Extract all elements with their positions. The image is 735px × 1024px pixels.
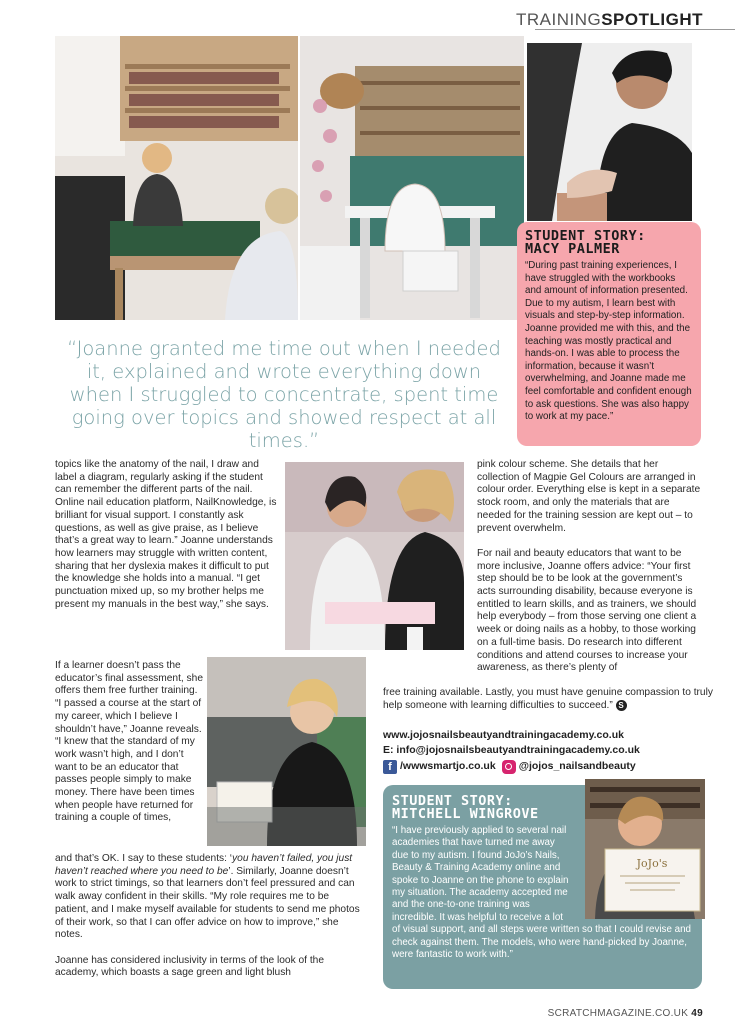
photo-training-session bbox=[55, 36, 298, 320]
certificate-logo-text: JoJo's bbox=[636, 857, 668, 870]
photo-joanne-portrait bbox=[207, 657, 366, 846]
footer-site: SCRATCHMAGAZINE.CO.UK bbox=[547, 1008, 689, 1019]
contact-info bbox=[383, 728, 640, 774]
student-story-macy-palmer bbox=[517, 222, 701, 446]
story-title-line1: STUDENT STORY: bbox=[525, 228, 646, 244]
left-paragraph-3: Joanne has considered inclusivity in terms of the look of the academy, which boasts a sage green and light blush bbox=[55, 954, 324, 979]
story-title-line1: STUDENT STORY: bbox=[392, 793, 513, 809]
header-rule bbox=[535, 29, 735, 30]
section-label-bold: SPOTLIGHT bbox=[601, 10, 703, 29]
story-body: “I have previously applied to several nail academies that have turned me away due to my autism. I found JoJo’s Nails, Beauty & Training Academy online and spoke to Joanne on the phone to explain my situation. The academy accepted me and the one-to-one training was incredible. It was helpful to receive a lot of visual support, and all steps were written so that I could revise and check against them. The models, who were hand-picked by Joanne, were fantastic to work with.” bbox=[392, 825, 691, 961]
right-paragraph-2: For nail and beauty educators that want to be more inclusive, Joanne offers advice: “Your first step should be to be look at the government’s acts surrounding disability, because everyone is entitled to learn skills, and as trainers, we should help everybody – from those serving one client a week or doing nails as a hobby, to those working on a full-time basis. Do research into different conditions and attend courses to increase your awareness, as there’s plenty of bbox=[477, 547, 697, 674]
left-paragraph-1: topics like the anatomy of the nail, I draw and label a diagram, regularly asking if the student can remember the different parts of the nail. Online nail education platform, NailKnowledge, is brilliant for visual support. I constantly ask questions, as well as give praise, as I believe that’s a great way to learn.” Joanne understands how learners may struggle with written content, sharing that her dyslexia makes it difficult to put the knowledge she holds into a manual. “I get punctuation mixed up, so my brother helps me present my manuals in the best way,” she says. bbox=[55, 459, 277, 610]
pull-quote: “Joanne granted me time out when I needed it, explained and wrote everything down when I struggled to concentrate, spent time going over topics and showed respect at all times.” bbox=[67, 337, 501, 452]
website-link[interactable]: www.jojosnailsbeautyandtrainingacademy.co.uk bbox=[383, 729, 624, 741]
instagram-link[interactable] bbox=[502, 759, 636, 774]
left-column-p2-narrow bbox=[55, 660, 205, 825]
story-title bbox=[525, 230, 694, 256]
left-paragraph-2a: If a learner doesn’t pass the educator’s final assessment, she offers them free further training. “I passed a course at the start of my career, which I believe I shouldn’t have,” Joanne reveals. “I knew that the standard of my work wasn’t high, and I don’t want to be an educator that passes people simply to make money. There have been times when people have returned for training a couple of times, bbox=[55, 660, 203, 824]
left-paragraph-2b bbox=[55, 853, 365, 942]
section-label-light: TRAINING bbox=[515, 10, 602, 29]
right-paragraph-1: pink colour scheme. She details that her collection of Magpie Gel Colours are arranged in colour order. Everything else is kept in a separate stock room, and only the materials that are needed for the training session are kept out – to prevent overwhelm. bbox=[477, 459, 701, 534]
instagram-handle: @jojos_nailsandbeauty bbox=[518, 760, 636, 772]
left-paragraph-2b-start: and that’s OK. I say to these students: ‘ bbox=[55, 853, 233, 864]
right-paragraph-2b bbox=[383, 687, 713, 713]
left-paragraph-2b-end: ’. Similarly, Joanne doesn’t work to strict timings, so that learners don’t feel pressured and can walk away confident in their skills. “My role requires me to be patient, and I make myself available for students to send me photos of their work, so that I can offer advice on how to improve,” she notes. bbox=[55, 865, 360, 941]
right-column-top bbox=[477, 459, 702, 675]
end-of-article-icon: S bbox=[616, 700, 627, 711]
story-title-line2: MACY PALMER bbox=[525, 241, 620, 257]
photo-mitchell-certificate bbox=[585, 779, 705, 919]
facebook-icon: f bbox=[383, 760, 397, 774]
facebook-handle: /wwwsmartjo.co.uk bbox=[400, 760, 496, 772]
right-paragraph-2b-text: free training available. Lastly, you must have genuine compassion to truly help someone with learning difficulties to succeed.” bbox=[383, 687, 713, 711]
story-body: “During past training experiences, I have struggled with the workbooks and amount of information presented. Due to my autism, I learn best with visuals and step-by-step information. Joanne provided me with this, and the teaching was mostly practical and hands-on. I was able to process the information, because it wasn’t overwhelming, and Joanne made me feel comfortable and confident enough to ask questions. She was also happy to work at my pace.” bbox=[525, 260, 692, 423]
left-column-p1 bbox=[55, 459, 281, 611]
facebook-link[interactable] bbox=[383, 759, 496, 774]
photo-practice-session bbox=[285, 462, 464, 650]
page-number: 49 bbox=[691, 1008, 703, 1019]
social-links bbox=[383, 759, 640, 774]
quote-italic: you haven’t failed, you just haven’t reached where you need to be bbox=[55, 853, 353, 877]
instagram-icon bbox=[502, 760, 516, 774]
student-story-mitchell-wingrove bbox=[383, 785, 702, 989]
photo-nail-application bbox=[527, 43, 692, 221]
right-column-wide bbox=[383, 687, 713, 713]
story-title-line2: MITCHELL WINGROVE bbox=[392, 806, 539, 822]
section-header bbox=[516, 10, 703, 30]
email-link[interactable]: E: info@jojosnailsbeautyandtrainingacademy.co.uk bbox=[383, 744, 640, 756]
photo-salon-room bbox=[300, 36, 524, 320]
left-column-p2-wide bbox=[55, 853, 365, 980]
page-footer bbox=[548, 1008, 703, 1019]
